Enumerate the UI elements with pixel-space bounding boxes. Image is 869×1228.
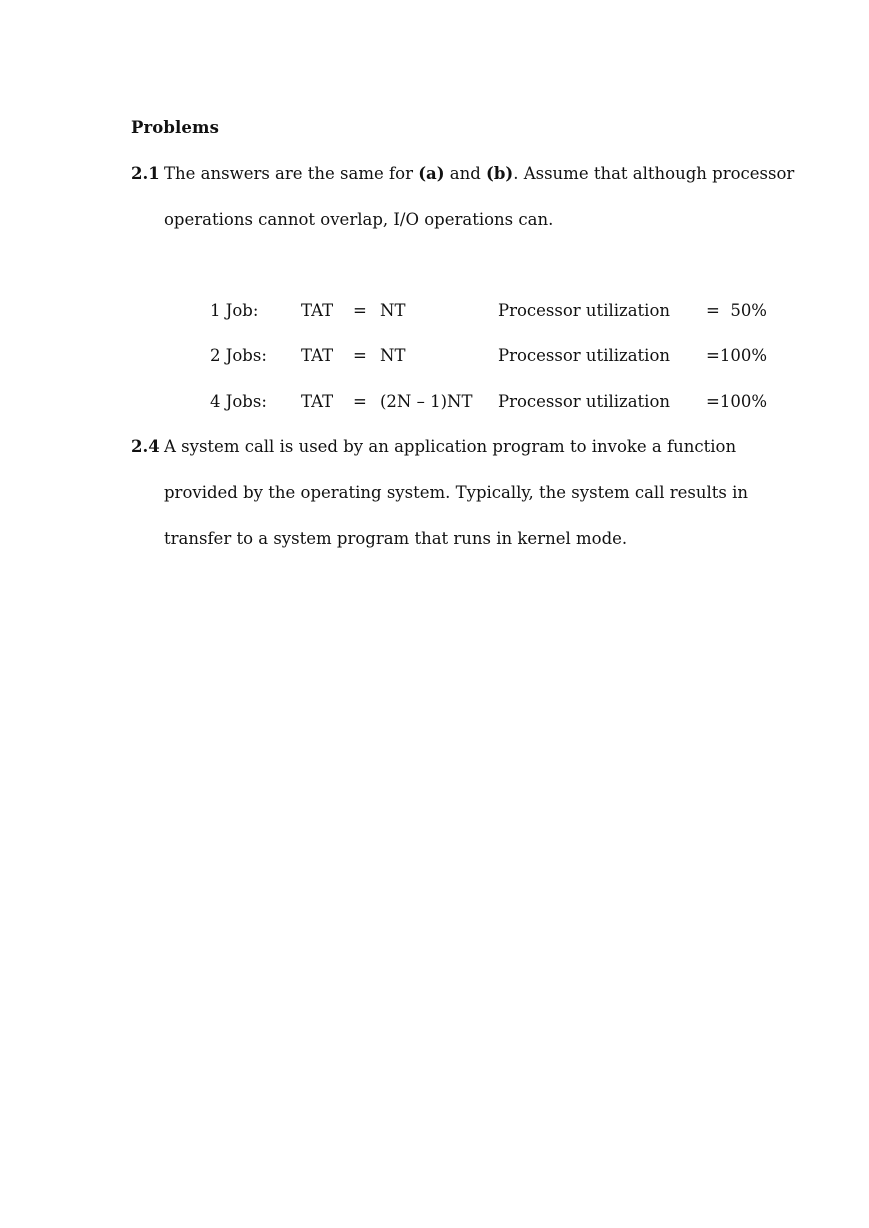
text-segment: The answers are the same for (164, 164, 419, 183)
expression-cell: (2N – 1)NT (380, 392, 473, 411)
equals-cell: = (353, 301, 367, 320)
equals-cell: = (353, 346, 367, 365)
text-segment: and (444, 164, 487, 183)
bold-label-b: (b) (486, 164, 514, 183)
tat-cell: TAT (301, 392, 334, 411)
problem-line-1 (164, 151, 795, 197)
tat-cell: TAT (301, 346, 334, 365)
utilization-cell: =100% (706, 346, 767, 365)
jobs-cell: 4 Jobs: (210, 392, 267, 411)
problem-line-2: operations cannot overlap, I/O operations can. (164, 210, 554, 229)
equals-cell: = (353, 392, 367, 411)
problem-number: 2.4 (131, 437, 160, 456)
utilization-cell: = 50% (706, 301, 767, 320)
jobs-cell: 2 Jobs: (210, 346, 267, 365)
processor-cell: Processor utilization (498, 346, 671, 365)
utilization-cell: =100% (706, 392, 767, 411)
expression-cell: NT (380, 301, 406, 320)
problem-line-2: provided by the operating system. Typically, the system call results in (164, 483, 749, 502)
problem-line-3: transfer to a system program that runs in kernel mode. (164, 529, 628, 548)
problem-number: 2.1 (131, 164, 160, 183)
section-heading: Problems (131, 118, 219, 137)
problem-text (164, 151, 795, 243)
problem-2-4 (131, 424, 771, 562)
problem-line-1: A system call is used by an application program to invoke a function (164, 437, 737, 456)
jobs-cell: 1 Job: (210, 301, 259, 320)
processor-cell: Processor utilization (498, 301, 671, 320)
text-segment: . Assume that although processor (513, 164, 795, 183)
processor-cell: Processor utilization (498, 392, 671, 411)
expression-cell: NT (380, 346, 406, 365)
tat-cell: TAT (301, 301, 334, 320)
bold-label-a: (a) (418, 164, 445, 183)
problem-2-1 (131, 151, 795, 243)
problem-text (164, 424, 771, 562)
